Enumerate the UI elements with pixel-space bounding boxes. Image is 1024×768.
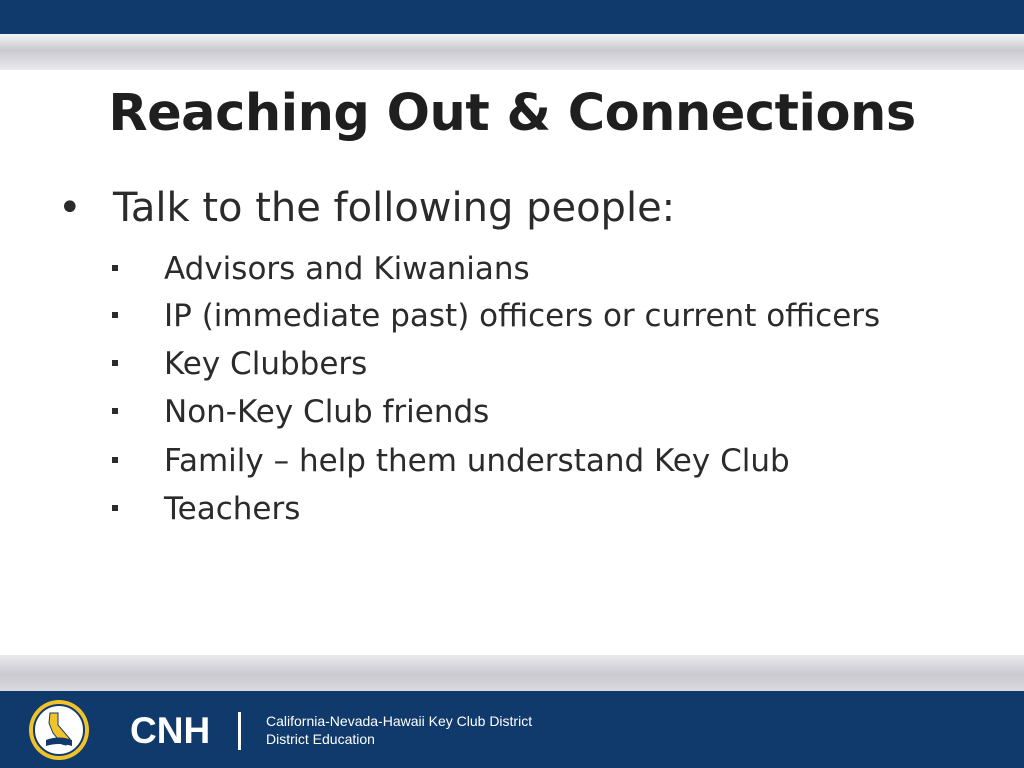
footer-district-name: California-Nevada-Hawaii Key Club District: [266, 713, 533, 729]
slide-title: Reaching Out & Connections: [108, 84, 916, 143]
square-bullet-icon: [112, 408, 118, 414]
sub-bullet-text: Teachers: [164, 491, 301, 527]
footer-subtitle: District Education: [266, 731, 375, 747]
footer-gradient-band: [0, 655, 1024, 691]
sub-bullet-text: Advisors and Kiwanians: [164, 251, 530, 287]
square-bullet-icon: [112, 360, 118, 366]
footer-cnh: CNH: [130, 710, 211, 751]
sub-bullet-text: Non-Key Club friends: [164, 394, 490, 430]
key-club-logo-icon: [28, 699, 90, 761]
sub-bullet-text: Family – help them understand Key Club: [164, 443, 790, 479]
footer-divider: [238, 712, 241, 750]
square-bullet-icon: [112, 312, 118, 318]
sub-bullet-text: IP (immediate past) officers or current officers: [164, 298, 881, 334]
sub-bullet-text: Key Clubbers: [164, 346, 368, 382]
footer-bar: [0, 691, 1024, 768]
square-bullet-icon: [112, 265, 118, 271]
main-bullet-text: Talk to the following people:: [113, 185, 676, 231]
bullet-dot-icon: •: [58, 185, 82, 231]
square-bullet-icon: [112, 505, 118, 511]
square-bullet-icon: [112, 457, 118, 463]
